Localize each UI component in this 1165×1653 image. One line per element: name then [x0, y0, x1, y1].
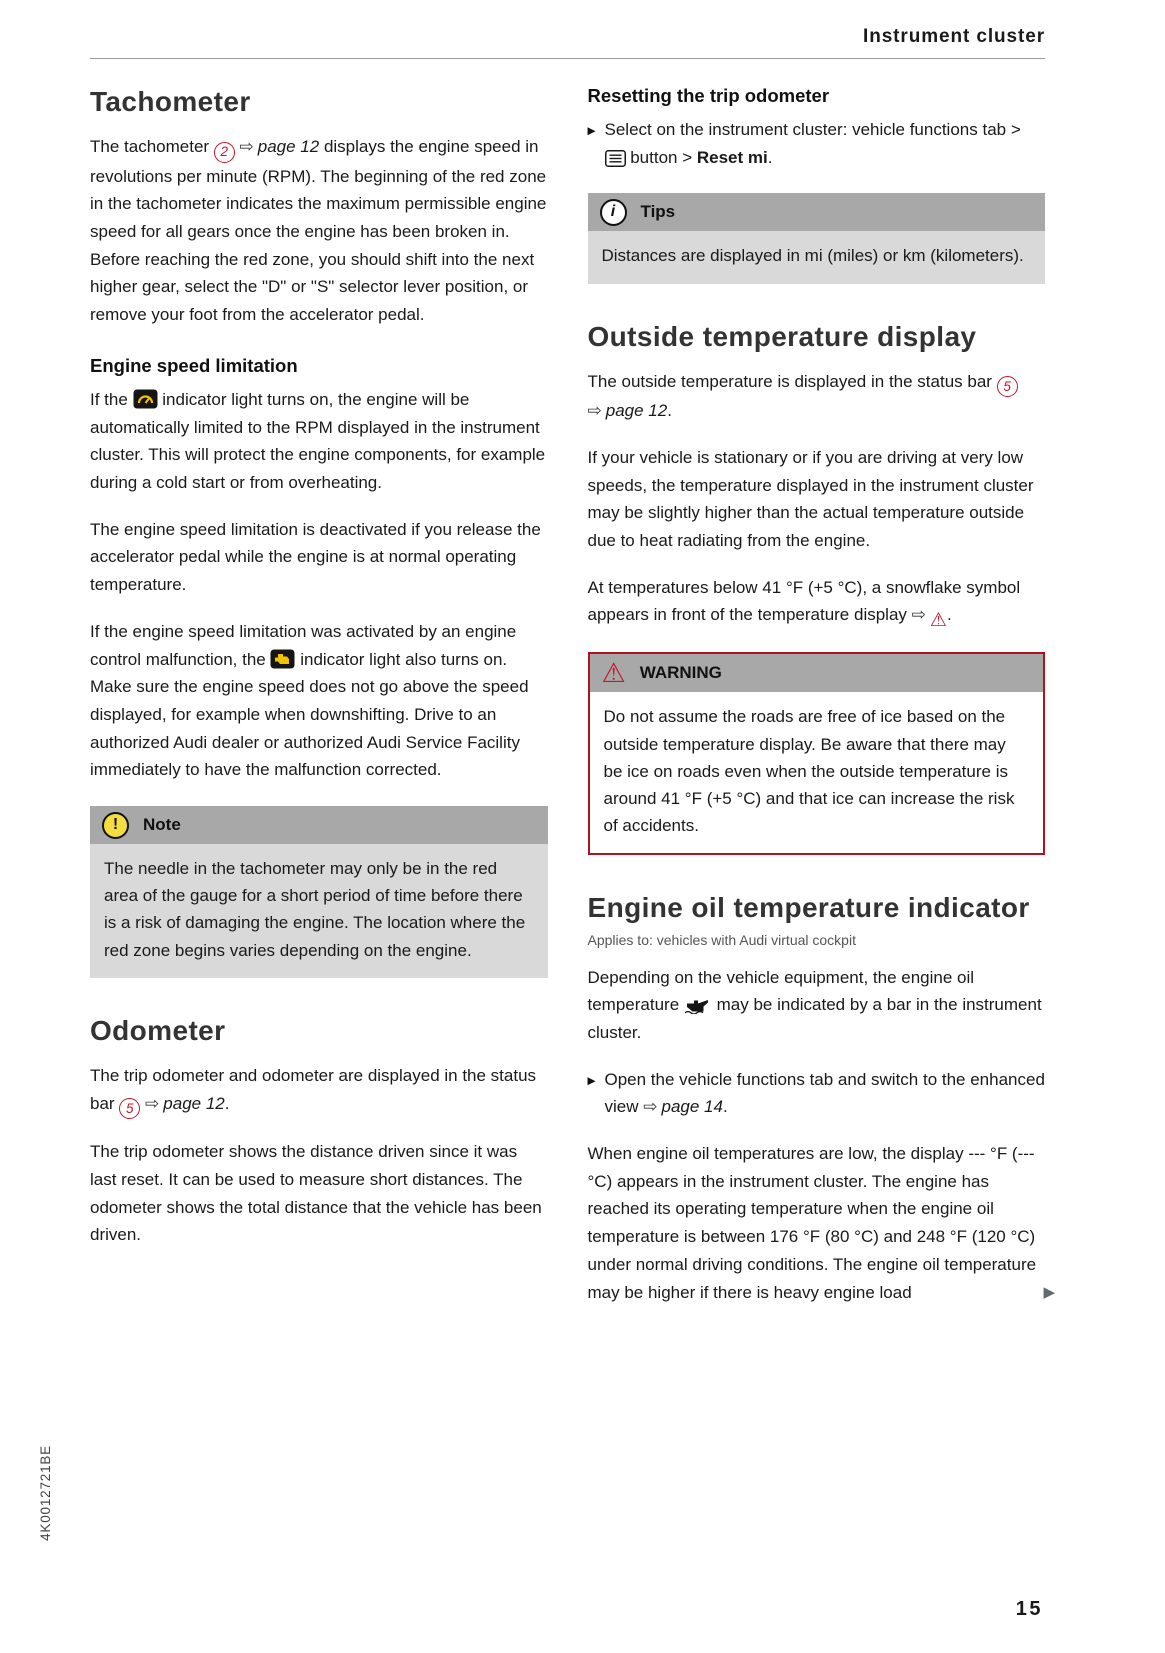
note-box-body: The needle in the tachometer may only be in the red area of the gauge for a short period of time before there is a risk of damaging the engine. The location where the red zone begins varies depending on the engine. — [90, 844, 548, 978]
warning-box-title: WARNING — [639, 663, 722, 683]
bold-text: Reset mi — [696, 147, 768, 167]
text-run: . — [946, 605, 952, 625]
warning-badge-icon: ⚠ — [601, 657, 626, 688]
cross-reference-arrow-icon: ⇨ — [643, 1097, 658, 1117]
page-reference: page 12 — [257, 137, 320, 157]
bullet-item — [588, 116, 1046, 171]
text-run: button > — [625, 147, 697, 167]
page-header — [90, 26, 1045, 59]
text-run: Depending on the vehicle equipment, the engine oil temperature — [587, 967, 975, 1015]
paragraph — [587, 1140, 1055, 1306]
section-title: Engine oil temperature indicator — [587, 892, 1030, 924]
note-badge-icon: ! — [102, 812, 129, 839]
applies-to-note: Applies to: vehicles with Audi virtual cockpit — [587, 931, 856, 948]
text-run: The trip odometer and odometer are displayed in the status bar — [90, 1065, 537, 1113]
paragraph — [588, 368, 1046, 425]
paragraph — [588, 574, 1046, 631]
chapter-title: Instrument cluster — [863, 26, 1045, 47]
tips-box-header — [588, 193, 1046, 231]
section-title: Outside temperature display — [587, 320, 977, 352]
warning-small-icon: ⚠ — [929, 610, 947, 632]
page-reference: page 14 — [661, 1097, 723, 1117]
note-box — [90, 806, 548, 978]
left-column — [90, 85, 548, 1325]
text-run: . — [224, 1093, 230, 1113]
subsection-title: Engine speed limitation — [90, 354, 298, 376]
document-code: 4K0012721BE — [38, 1445, 53, 1541]
text-run: At temperatures below 41 °F (+5 °C), a snowflake symbol appears in front of the temperature display — [587, 577, 1021, 625]
callout-number-5: 5 — [119, 1098, 140, 1119]
section-title: Tachometer — [90, 86, 251, 117]
warning-box-header — [590, 654, 1044, 692]
page-reference: page 12 — [605, 401, 668, 421]
page-reference: page 12 — [163, 1093, 225, 1113]
note-box-header — [90, 806, 548, 844]
cross-reference-arrow-icon: ⇨ — [587, 401, 602, 421]
check-engine-indicator-icon — [270, 649, 295, 669]
tips-box-title: Tips — [640, 202, 676, 222]
cross-reference-arrow-icon: ⇨ — [239, 137, 254, 157]
callout-number-2: 2 — [214, 142, 235, 163]
text-run: Select on the instrument cluster: vehicle functions tab > — [604, 120, 1021, 139]
paragraph — [90, 618, 548, 784]
cross-reference-arrow-icon: ⇨ — [145, 1093, 160, 1113]
continuation-arrow-icon: ▶ — [1043, 1283, 1055, 1301]
text-run — [235, 137, 240, 156]
text-run: indicator light turns on, the engine will be automatically limited to the RPM displayed in the instrument cluster. This will protect the engine components, for example during a cold start or from overheating. — [90, 389, 546, 492]
text-run: The tachometer — [90, 137, 214, 157]
text-run: The outside temperature is displayed in the status bar — [587, 371, 997, 391]
cross-reference-arrow-icon: ⇨ — [911, 605, 926, 625]
text-run: The engine speed limitation is deactivated if you release the accelerator pedal while the engine is at normal operating temperature. — [90, 519, 541, 595]
text-run: If the — [90, 389, 133, 409]
paragraph — [588, 444, 1046, 555]
note-box-title: Note — [143, 815, 181, 835]
warning-box — [588, 652, 1046, 855]
text-run: indicator light also turns on. Make sure the engine speed does not go above the speed displayed, for example when downshifting. Drive to an authorized Audi dealer or authorized Audi Service Facility immediately to have the malfunction corrected. — [90, 649, 529, 780]
section-title: Odometer — [90, 1014, 226, 1046]
subsection-title: Resetting the trip odometer — [587, 85, 830, 106]
warning-box-body: Do not assume the roads are free of ice based on the outside temperature display. Be aware that there may be ice on roads even when the outside temperature is around 41 °F (+5 °C) and that ice can increase the risk of accidents. — [590, 692, 1044, 853]
paragraph — [90, 1138, 548, 1249]
text-run: . — [722, 1097, 728, 1117]
paragraph — [90, 133, 548, 329]
text-run: When engine oil temperatures are low, the display --- °F (--- °C) appears in the instrument cluster. The engine has reached its operating temperature when the engine oil temperature is between 176 °F (80 °C) and 248 °F (120 °C) under normal driving conditions. The engine oil temperature may be higher if there is heavy engine load — [587, 1144, 1037, 1302]
tips-box-body: Distances are displayed in mi (miles) or km (kilometers). — [588, 231, 1046, 283]
text-run: If the engine speed limitation was activated by an engine control malfunction, the — [90, 621, 517, 669]
text-run: Open the vehicle functions tab and switch to the enhanced view — [604, 1069, 1045, 1117]
engine-speed-limit-indicator-icon — [133, 389, 158, 409]
text-run: The trip odometer shows the distance driven since it was last reset. It can be used to measure short distances. The odometer shows the total distance that the vehicle has been driven. — [90, 1142, 542, 1245]
text-run: If your vehicle is stationary or if you are driving at very low speeds, the temperature displayed in the instrument cluster may be slightly higher than the actual temperature outside due to heat radiating from the engine. — [587, 447, 1034, 551]
text-run: displays the engine speed in revolutions per minute (RPM). The beginning of the red zone in the tachometer indicates the maximum permissible engine speed for all gears once the engine has been broken in. Before reaching the red zone, you should shift into the next higher gear, select the "D" or "S" selector lever position, or remove your foot from the accelerator pedal. — [90, 137, 547, 325]
menu-button-icon — [605, 150, 626, 167]
bullet-item — [588, 1066, 1046, 1121]
tips-badge-icon: i — [600, 199, 627, 226]
text-run: may be indicated by a bar in the instrument cluster. — [587, 995, 1042, 1042]
bullet-marker: ▶ — [587, 1074, 596, 1087]
paragraph — [90, 1062, 548, 1119]
callout-number-5: 5 — [997, 376, 1018, 397]
bullet-marker: ▶ — [587, 125, 596, 137]
content-columns — [90, 85, 1055, 1325]
paragraph — [588, 964, 1046, 1047]
oil-temperature-icon — [684, 997, 712, 1014]
paragraph — [90, 386, 548, 497]
text-run: . — [667, 401, 672, 421]
tips-box — [588, 193, 1046, 283]
right-column — [587, 85, 1055, 1325]
paragraph — [90, 516, 548, 599]
page-number: 15 — [1015, 1598, 1043, 1620]
text-run: . — [767, 147, 773, 167]
